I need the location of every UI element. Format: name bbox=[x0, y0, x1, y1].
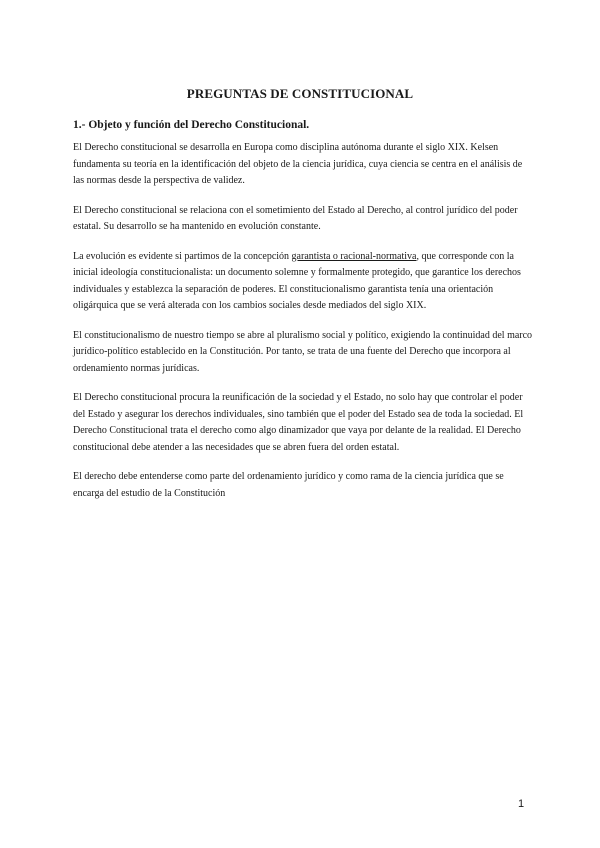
paragraph-3-text-start: La evolución es evidente si partimos de la concepción bbox=[73, 250, 292, 262]
document-title: PREGUNTAS DE CONSTITUCIONAL bbox=[186, 86, 414, 101]
underlined-term: garantista o racional-normativa bbox=[291, 250, 417, 262]
paragraph-2: El Derecho constitucional se relaciona con el sometimiento del Estado al Derecho, al control jurídico del poder estatal. Su desarrollo se ha mantenido en evolución constante. bbox=[73, 204, 518, 232]
section-heading: 1.- Objeto y función del Derecho Constitucional. bbox=[73, 119, 310, 131]
paragraph-6: El derecho debe entenderse como parte del ordenamiento jurídico y como rama de la ciencia jurídica que se encarga del estudio de la Constitución bbox=[73, 471, 504, 499]
page-number: 1 bbox=[518, 798, 525, 810]
document-body bbox=[73, 140, 533, 515]
paragraph-3-text-end: , que corresponde con la inicial ideología constitucionalista: un documento solemne y formalmente protegido, que garantice los derechos individuales y establezca la separación de poderes. El constitucionalismo garantista tenía una orientación oligárquica que se verá alterada con los cambios sociales desde mediados del siglo XIX. bbox=[73, 250, 521, 311]
paragraph-5: El Derecho constitucional procura la reunificación de la sociedad y el Estado, no solo hay que controlar el poder del Estado y asegurar los derechos individuales, sino también que el poder del Estado sea de toda la sociedad. El Derecho Constitucional trata el derecho como algo dinamizador que vaya por delante de la realidad. El Derecho constitucional debe atender a las necesidades que se abren fuera del orden estatal. bbox=[73, 392, 524, 453]
paragraph-4: El constitucionalismo de nuestro tiempo se abre al pluralismo social y político, exigiendo la continuidad del marco jurídico-político establecido en la Constitución. Por tanto, se trata de una fuente del Derecho que incorpora al ordenamiento normas jurídicas. bbox=[73, 329, 533, 374]
paragraph-3 bbox=[73, 249, 533, 315]
paragraph-1: El Derecho constitucional se desarrolla en Europa como disciplina autónoma durante el siglo XIX. Kelsen fundamenta su teoría en la identificación del objeto de la ciencia jurídica, cuya ciencia se centra en el análisis de las normas desde la perspectiva de validez. bbox=[73, 142, 523, 186]
